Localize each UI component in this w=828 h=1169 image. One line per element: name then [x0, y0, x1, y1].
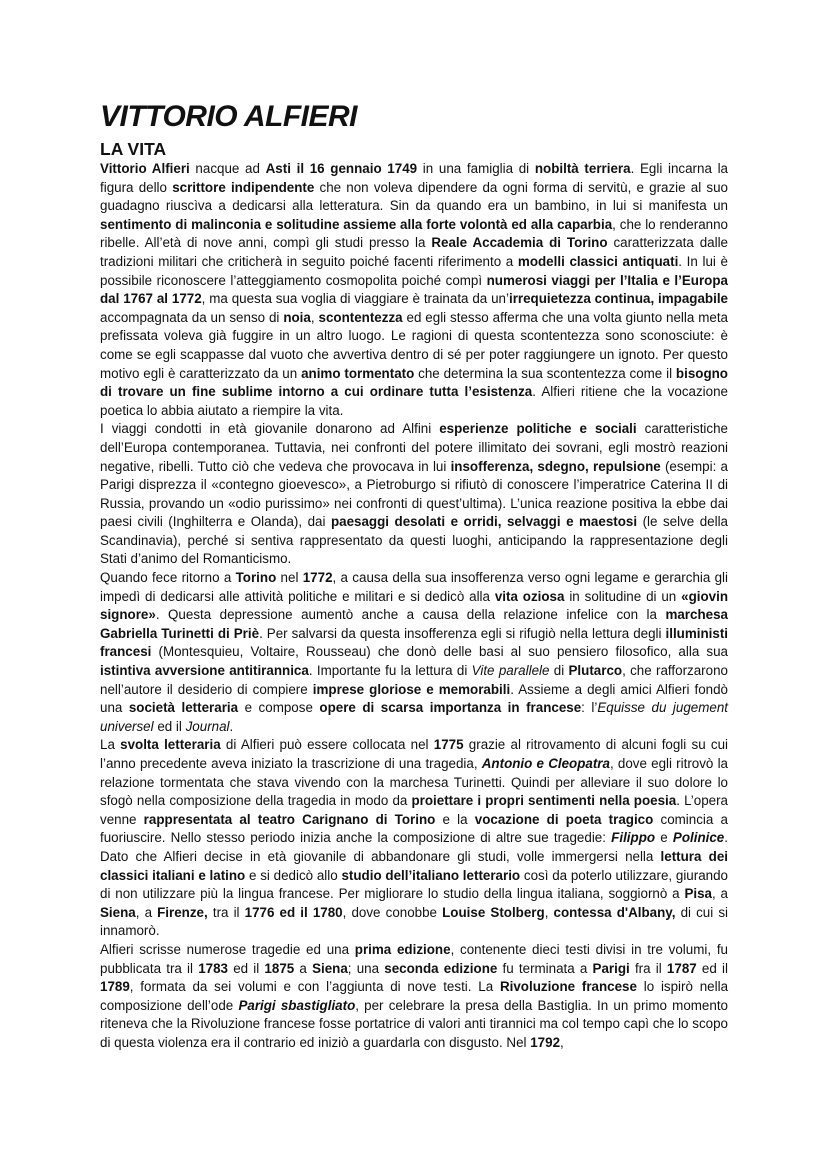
text-run: caratteristiche dell’Europa contemporanea. Tuttavia, nei confronti del potere illimitato dei sovrani, egli mostrò reazioni negative, ribelli. Tutto ciò che vedeva che provocava in lui — [100, 421, 728, 474]
paragraph — [100, 160, 728, 420]
bold-text: imprese gloriose e memorabili — [312, 681, 511, 697]
text-run: . In lui è possibile riconoscere l’atteggiamento cosmopolita poiché compì — [100, 253, 728, 288]
text-run: Alfieri scrisse numerose tragedie ed una — [100, 941, 355, 957]
bold-text: lettura dei classici italiani e latino — [100, 848, 728, 883]
text-run: , a causa della sua insofferenza verso ogni legame e gerarchia gli impedì di dedicarsi alle attività politiche e militari e si dedicò alla — [100, 570, 729, 604]
document-page — [100, 97, 728, 1053]
text-run: in solitudine di un — [564, 588, 682, 604]
text-run: , che rafforzarono nell’autore il desiderio di compiere — [100, 663, 728, 697]
text-run: , che lo renderanno ribelle. All’età di nove anni, compì gli studi presso la — [100, 216, 728, 251]
bold-text: paesaggi desolati e orridi, selvaggi e maestosi — [330, 514, 638, 530]
italic-text: Equisse du jugement universel — [100, 700, 728, 734]
bold-text: bisogno di trovare un fine sublime intorno a cui ordinare tutta l’esistenza — [100, 365, 728, 400]
bold-text: Reale Accademia di Torino — [431, 235, 608, 251]
bold-text: Plutarco — [568, 663, 623, 679]
text-run: , — [560, 1034, 564, 1050]
text-run: . — [229, 718, 234, 734]
text-run: di — [549, 663, 569, 679]
text-run: , a — [711, 886, 728, 902]
bold-text: irrequietezza continua, impagabile — [508, 291, 728, 307]
bold-text: illuministi francesi — [100, 625, 728, 660]
bold-text: vita oziosa — [494, 588, 565, 604]
bold-text: 1789 — [100, 979, 130, 995]
text-run: . Dato che Alfieri decise in età giovanile di abbandonare gli studi, volle immergersi nella — [100, 830, 728, 864]
paragraph — [100, 569, 728, 736]
bold-text: numerosi viaggi per l’Italia e l’Europa dal 1767 al 1772 — [100, 272, 728, 307]
text-run: e si dedicò allo — [245, 867, 342, 883]
bold-text: 1772 — [302, 570, 333, 586]
text-run: (Montesquieu, Voltaire, Rousseau) che donò delle basi al suo pensiero filosofico, alla sua — [151, 644, 728, 660]
bold-text: Pisa — [684, 886, 712, 902]
text-run: , formata da sei volumi e con l’aggiunta di nove testi. La — [129, 979, 500, 995]
text-run: (le selve della Scandinavia), perché si sentiva rappresentato da questi luoghi, anticipando la rappresentazione degli Stati d’animo del Romanticismo. — [100, 514, 728, 567]
bold-text: 1792 — [530, 1034, 561, 1050]
bold-text: esperienze politiche e sociali — [439, 421, 637, 437]
bold-text: Rivoluzione francese — [499, 979, 637, 995]
bold-text: rappresentata al teatro Carignano di Torino — [143, 811, 436, 827]
bold-text: Filippo — [611, 830, 656, 846]
text-run: . Assieme a degli amici Alfieri fondò una — [100, 681, 729, 716]
bold-text: marchesa Gabriella Turinetti di Priè — [100, 607, 728, 641]
text-run: , — [310, 309, 319, 325]
text-run: I viaggi condotti in età giovanile donarono ad Alfini — [100, 421, 440, 437]
italic-text: Vite parallele — [471, 663, 550, 679]
text-run: , a — [135, 904, 158, 920]
paragraph — [100, 941, 728, 1053]
bold-text: Asti il 16 gennaio 1749 — [265, 161, 418, 176]
text-run: che non voleva dipendere da ogni forma di servitù, e grazie al suo guadagno riuscìva a dedicarsi alla letteratura. Sin da quando era un bambino, in lui si manifesta un — [100, 179, 728, 214]
bold-text: modelli classici antiquati — [517, 253, 679, 269]
text-run: e la — [435, 811, 475, 827]
bold-text: opere di scarsa importanza in francese — [319, 700, 582, 716]
bold-text: Vittorio Alfieri — [100, 161, 190, 176]
text-run: caratterizzata dalle tradizioni militari che criticherà in seguito poiché facenti riferimento a — [100, 235, 728, 269]
text-run: La — [100, 737, 121, 753]
bold-text: 1775 — [433, 737, 464, 753]
text-run: Quando fece ritorno a — [100, 570, 236, 586]
page-title: VITTORIO ALFIERI — [100, 100, 358, 133]
italic-text: Journal — [185, 718, 230, 734]
body-text — [100, 160, 728, 1053]
bold-text: Siena — [312, 960, 348, 976]
bold-text: svolta letteraria — [120, 737, 221, 753]
text-run: e — [655, 830, 673, 846]
bold-text: 1875 — [264, 960, 295, 976]
text-run: fu terminata a — [497, 960, 593, 976]
text-run: ed il — [228, 960, 265, 976]
text-run: così da poterlo utilizzare, giurando di non utilizzare più la lingua francese. Per migliorare lo studio della lingua italiana, soggiornò a — [100, 867, 728, 902]
text-run: , — [544, 904, 554, 920]
text-run: . Per salvarsi da questa insofferenza egli si rifugiò nella lettura degli — [259, 625, 666, 641]
text-run: comincia a fuoriuscire. Nello stesso periodo inizia anche la composizione di altre sue tragedie: — [100, 811, 728, 846]
bold-text: Parigi — [592, 960, 630, 976]
text-run: lo ispirò nella composizione dell’ode — [100, 979, 729, 1013]
text-run: . Importante fu la lettura di — [308, 663, 472, 679]
text-run: , ma questa sua voglia di viaggiare è trainata da un’ — [201, 291, 509, 307]
text-run: che determina la sua scontentezza come il — [414, 365, 676, 381]
text-run: accompagnata da un senso di — [100, 309, 284, 325]
bold-text: studio dell’italiano letterario — [341, 867, 521, 883]
text-run: tra il — [207, 904, 245, 920]
bold-text: società letteraria — [128, 700, 239, 716]
text-run: , dove conobbe — [342, 904, 443, 920]
text-run: (esempi: a Parigi disprezza il «contegno gioevesco», a Pietroburgo si rifiutò di conoscere l’imperatrice Caterina II di Russia, provando un «odio purissimo» nei confronti di quest’ultima). L’unica reazione positiva la ebbe dai paesi civili (Inghilterra e Olanda), dai — [100, 458, 728, 530]
text-run: ed egli stesso afferma che una volta giunto nella meta prefissata voleva già fuggire in un altro luogo. Le ragioni di questa scontentezza sono sconosciute: è come se egli scappasse dal vuoto che avvertiva dentro di sé per poter raggiungere un ignoto. Per questo motivo egli è caratterizzato da un — [100, 309, 729, 381]
text-run: ; una — [347, 960, 385, 976]
bold-text: proiettare i propri sentimenti nella poesia — [411, 793, 677, 809]
text-run: grazie al ritrovamento di alcuni fogli su cui l’anno precedente aveva iniziato la trascrizione di una tragedia, — [100, 737, 728, 771]
text-run: , dove egli ritrovò la relazione tormentata che stava vivendo con la marchesa Turinetti. Quindi per alleviare il suo dolore lo sfogò nella composizione della tragedia in modo da — [100, 756, 728, 809]
text-run: in una famiglia di — [417, 161, 535, 176]
text-run: a — [294, 960, 313, 976]
text-run: . Egli incarna la figura dello — [100, 161, 729, 195]
text-run: nacque ad — [189, 161, 266, 176]
text-run: fra il — [629, 960, 667, 976]
text-run: ed il — [696, 960, 728, 976]
bold-text: prima edizione — [354, 941, 451, 957]
text-run: di cui si innamorò. — [100, 904, 728, 939]
bold-text: 1776 ed il 1780 — [244, 904, 343, 920]
paragraph — [100, 736, 728, 941]
bold-text: Siena — [100, 904, 136, 920]
bold-text: vocazione di poeta tragico — [474, 811, 654, 827]
text-run: ed il — [153, 718, 186, 734]
text-run: di Alfieri può essere collocata nel — [220, 737, 434, 753]
bold-text: insofferenza, sdegno, repulsione — [450, 458, 661, 474]
bold-text: «giovin signore» — [100, 588, 728, 623]
bold-text: sentimento di malinconia e solitudine assieme alla forte volontà ed alla caparbia — [100, 216, 613, 232]
text-run: . Questa depressione aumentò anche a causa della relazione infelice con la — [155, 607, 666, 623]
bold-text: scrittore indipendente — [172, 179, 315, 195]
bold-text: Firenze, — [157, 904, 208, 920]
bold-text: 1783 — [198, 960, 228, 976]
text-run: e compose — [238, 700, 320, 716]
bold-text: noia — [283, 309, 311, 325]
text-run: nel — [276, 570, 303, 586]
bold-text: Polinice — [672, 830, 725, 846]
bold-text: scontentezza — [318, 309, 403, 325]
text-run: . L’opera venne — [100, 793, 729, 827]
bold-text: Louise Stolberg — [442, 904, 545, 920]
text-run: , per celebrare la presa della Bastiglia. In un primo momento riteneva che la Rivoluzione francese fosse portatrice di valori anti tirannici ma col tempo capì che lo scopo di questa violenza era il contrario ed iniziò a guardarla con disgusto. Nel — [100, 997, 728, 1050]
bold-text: seconda edizione — [384, 960, 498, 976]
bold-text: Torino — [235, 570, 277, 586]
text-run: . Alfieri ritiene che la vocazione poetica lo abbia aiutato a riempire la vita. — [100, 384, 728, 418]
section-heading: LA VITA — [100, 139, 167, 159]
text-run: , contenente dieci testi divisi in tre volumi, fu pubblicata tra il — [100, 941, 728, 976]
bold-text: 1787 — [666, 960, 697, 976]
bold-text: Parigi sbastigliato — [238, 997, 356, 1013]
bold-text: nobiltà terriera — [534, 161, 631, 176]
paragraph — [100, 420, 728, 569]
bold-text: animo tormentato — [301, 365, 415, 381]
bold-text: istintiva avversione antitirannica — [100, 663, 309, 679]
bold-text: contessa d'Albany, — [553, 904, 676, 920]
bold-text: Antonio e Cleopatra — [481, 756, 610, 771]
text-run: : l’ — [581, 700, 598, 716]
